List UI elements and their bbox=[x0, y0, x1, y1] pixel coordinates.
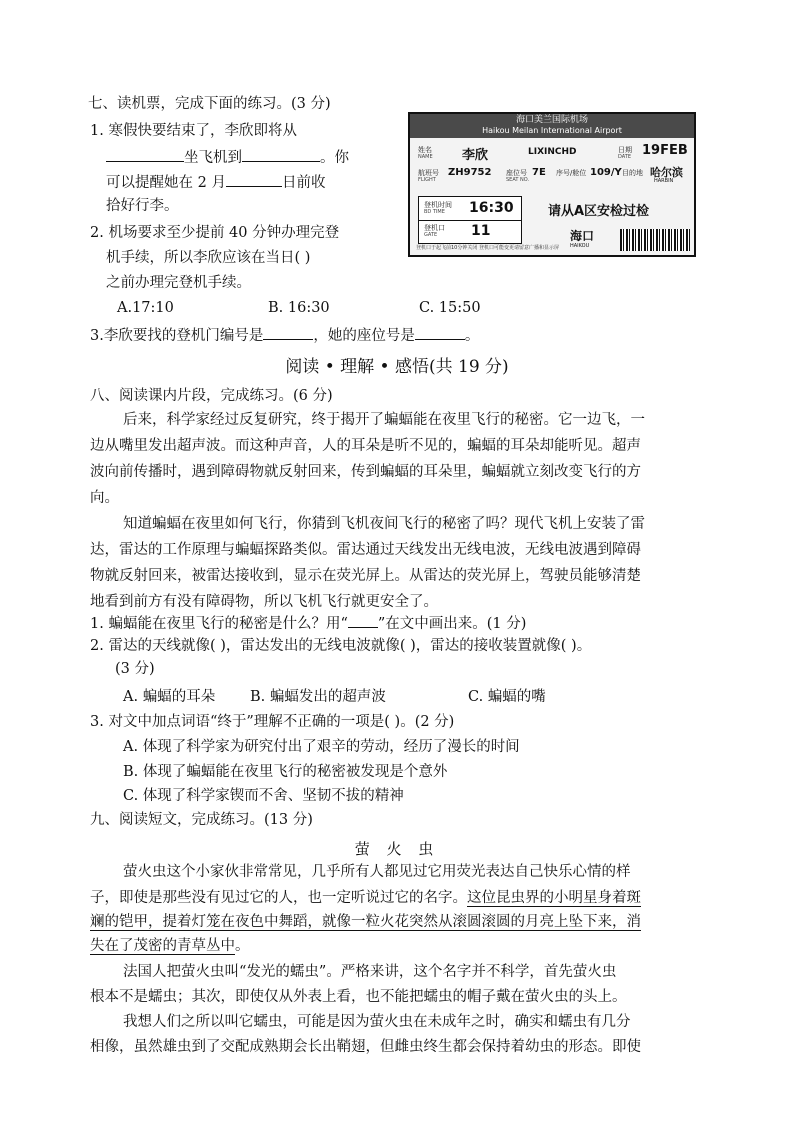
q8-p1-line1: 后来，科学家经过反复研究，终于揭开了蝙蝠能在夜里飞行的秘密。它一边飞，一 bbox=[123, 412, 645, 428]
q7-2-line3: 之前办理完登机手续。 bbox=[106, 275, 251, 291]
date-label: 日期 DATE bbox=[618, 146, 632, 160]
ticket-header bbox=[410, 114, 694, 138]
q7-1-line1: 1. 寒假快要结束了，李欣即将从 bbox=[90, 123, 297, 139]
q7-title: 七、读机票，完成下面的练习。(3 分) bbox=[88, 96, 331, 112]
q7-2-option-a[interactable]: A.17:10 bbox=[117, 300, 174, 316]
sequence-value: 109/Y bbox=[590, 167, 622, 178]
q7-1-line2: 坐飞机到 。你 bbox=[106, 146, 349, 168]
q8-2-option-a[interactable]: A. 蝙蝠的耳朵 bbox=[123, 689, 216, 705]
q8-2-option-b[interactable]: B. 蝙蝠发出的超声波 bbox=[250, 689, 386, 705]
boarding-info-box bbox=[418, 196, 522, 244]
underlined-sentence: 这位昆虫界的小明星身着斑 bbox=[467, 890, 641, 906]
q8-p2-line1: 知道蝙蝠在夜里如何飞行，你猜到飞机夜间飞行的秘密了吗？现代飞机上安装了雷 bbox=[123, 516, 645, 532]
section-title: 阅读 • 理解 • 感悟(共 19 分) bbox=[285, 357, 509, 377]
passenger-name: 李欣 bbox=[462, 148, 489, 163]
q8-p2-line3: 物就反射回来，被雷达接收到，显示在荧光屏上。从雷达的荧光屏上，驾驶员能够清楚 bbox=[90, 568, 641, 584]
answer-blank-seat[interactable] bbox=[415, 324, 465, 340]
ticket-footnote: 登机口于起飞前10分钟关闭 登机口可能变更请留意广播和显示屏 bbox=[416, 245, 559, 251]
q7-2-option-c[interactable]: C. 15:50 bbox=[419, 300, 481, 316]
answer-blank-origin[interactable] bbox=[106, 146, 184, 162]
q8-1: 1. 蝙蝠能在夜里飞行的秘密是什么？用“ ”在文中画出来。(1 分) bbox=[90, 612, 526, 634]
q9-p1-line2: 子，即使是那些没有见过它的人，也一定听说过它的名字。这位昆虫界的小明星身着斑 bbox=[90, 890, 641, 906]
gate-label: 登机口 GATE bbox=[424, 224, 445, 238]
barcode-icon bbox=[620, 229, 690, 251]
answer-blank-destination[interactable] bbox=[242, 146, 320, 162]
q9-p2-line2: 根本不是蠕虫；其次，即使仅从外表上看，也不能把蠕虫的帽子戴在萤火虫的头上。 bbox=[90, 989, 627, 1005]
seat-number: 7E bbox=[532, 167, 546, 178]
q8-3: 3. 对文中加点词语“终于”理解不正确的一项是( )。(2 分) bbox=[90, 714, 455, 730]
q7-3-line: 3.李欣要找的登机门编号是 ，她的座位号是 。 bbox=[90, 324, 479, 346]
q8-2-line1: 2. 雷达的天线就像( )，雷达发出的无线电波就像( )，雷达的接收装置就像( )。 bbox=[90, 638, 592, 654]
q8-p2-line4: 地看到前方有没有障碍物，所以飞机飞行就更安全了。 bbox=[90, 594, 438, 610]
q7-2-option-b[interactable]: B. 16:30 bbox=[268, 300, 330, 316]
security-notice: 请从A区安检过检 bbox=[548, 204, 650, 219]
origin-city: 海口 bbox=[570, 229, 595, 243]
answer-blank-gate[interactable] bbox=[263, 324, 313, 340]
underline-sample bbox=[348, 612, 378, 628]
q9-p3-line2: 相像，虽然雄虫到了交配成熟期会长出鞘翅，但雌虫终生都会保持着幼虫的形态。即使 bbox=[90, 1039, 641, 1055]
q9-p1-line4: 失在了茂密的青草丛中。 bbox=[90, 938, 250, 954]
q9-p1-line1: 萤火虫这个小家伙非常常见，几乎所有人都见过它用荧光表达自己快乐心情的样 bbox=[123, 864, 631, 880]
q7-1-line4: 拾好行李。 bbox=[106, 198, 179, 214]
article-title: 萤 火 虫 bbox=[354, 840, 440, 858]
q9-p3-line1: 我想人们之所以叫它蠕虫，可能是因为萤火虫在未成年之时，确实和蠕虫有几分 bbox=[123, 1014, 631, 1030]
q8-p1-line3: 波向前传播时，遇到障碍物就反射回来，传到蝙蝠的耳朵里，蝙蝠就立刻改变飞行的方 bbox=[90, 464, 641, 480]
q8-3-option-a[interactable]: A. 体现了科学家为研究付出了艰辛的劳动，经历了漫长的时间 bbox=[123, 739, 520, 755]
airport-name-en: Haikou Meilan International Airport bbox=[482, 126, 622, 135]
q7-2-line1: 2. 机场要求至少提前 40 分钟办理完登 bbox=[90, 225, 340, 241]
q7-1-line3: 可以提醒她在 2 月 日前收 bbox=[106, 171, 325, 193]
name-label: 姓名 NAME bbox=[418, 146, 433, 160]
q8-2-line2: (3 分) bbox=[115, 661, 155, 677]
q8-title: 八、阅读课内片段，完成练习。(6 分) bbox=[90, 388, 333, 404]
answer-blank-day[interactable] bbox=[226, 171, 282, 187]
boarding-time: 16:30 bbox=[469, 200, 514, 216]
q9-title: 九、阅读短文，完成练习。(13 分) bbox=[90, 812, 313, 828]
boarding-time-label: 登机时间 BD TIME bbox=[424, 201, 452, 215]
q7-2-line2: 机手续，所以李欣应该在当日( ) bbox=[106, 250, 311, 266]
q8-p2-line2: 达，雷达的工作原理与蝙蝠探路类似。雷达通过天线发出无线电波，无线电波遇到障碍 bbox=[90, 542, 641, 558]
destination-label: 目的地 bbox=[622, 169, 643, 177]
boarding-pass bbox=[408, 112, 696, 257]
q8-3-option-c[interactable]: C. 体现了科学家锲而不舍、坚韧不拔的精神 bbox=[123, 788, 404, 804]
q8-p1-line4: 向。 bbox=[90, 490, 119, 506]
destination-value: 哈尔滨 bbox=[650, 166, 683, 179]
flight-number: ZH9752 bbox=[448, 167, 492, 178]
sequence-label: 序号/舱位 bbox=[556, 169, 587, 177]
q9-p2-line1: 法国人把萤火虫叫“发光的蠕虫”。严格来讲，这个名字并不科学，首先萤火虫 bbox=[123, 964, 617, 980]
q9-p1-line3: 斓的铠甲，提着灯笼在夜色中舞蹈，就像一粒火花突然从滚圆滚圆的月亮上坠下来，消 bbox=[90, 914, 641, 930]
passenger-pinyin: LIXINCHD bbox=[528, 147, 577, 157]
origin-city-en: HAIKOU bbox=[570, 243, 590, 249]
destination-value-en: HARBIN bbox=[654, 178, 674, 184]
q8-2-option-c[interactable]: C. 蝙蝠的嘴 bbox=[468, 689, 546, 705]
flight-label: 航班号 FLIGHT bbox=[418, 169, 439, 183]
seat-label: 座位号 SEAT NO. bbox=[506, 169, 530, 183]
q8-3-option-b[interactable]: B. 体现了蝙蝠能在夜里飞行的秘密被发现是个意外 bbox=[123, 764, 448, 780]
airport-name: 海口美兰国际机场 bbox=[515, 115, 588, 125]
q8-p1-line2: 边从嘴里发出超声波。而这种声音，人的耳朵是听不见的，蝙蝠的耳朵却能听见。超声 bbox=[90, 438, 641, 454]
gate-number: 11 bbox=[471, 223, 491, 239]
flight-date: 19FEB bbox=[642, 143, 688, 158]
